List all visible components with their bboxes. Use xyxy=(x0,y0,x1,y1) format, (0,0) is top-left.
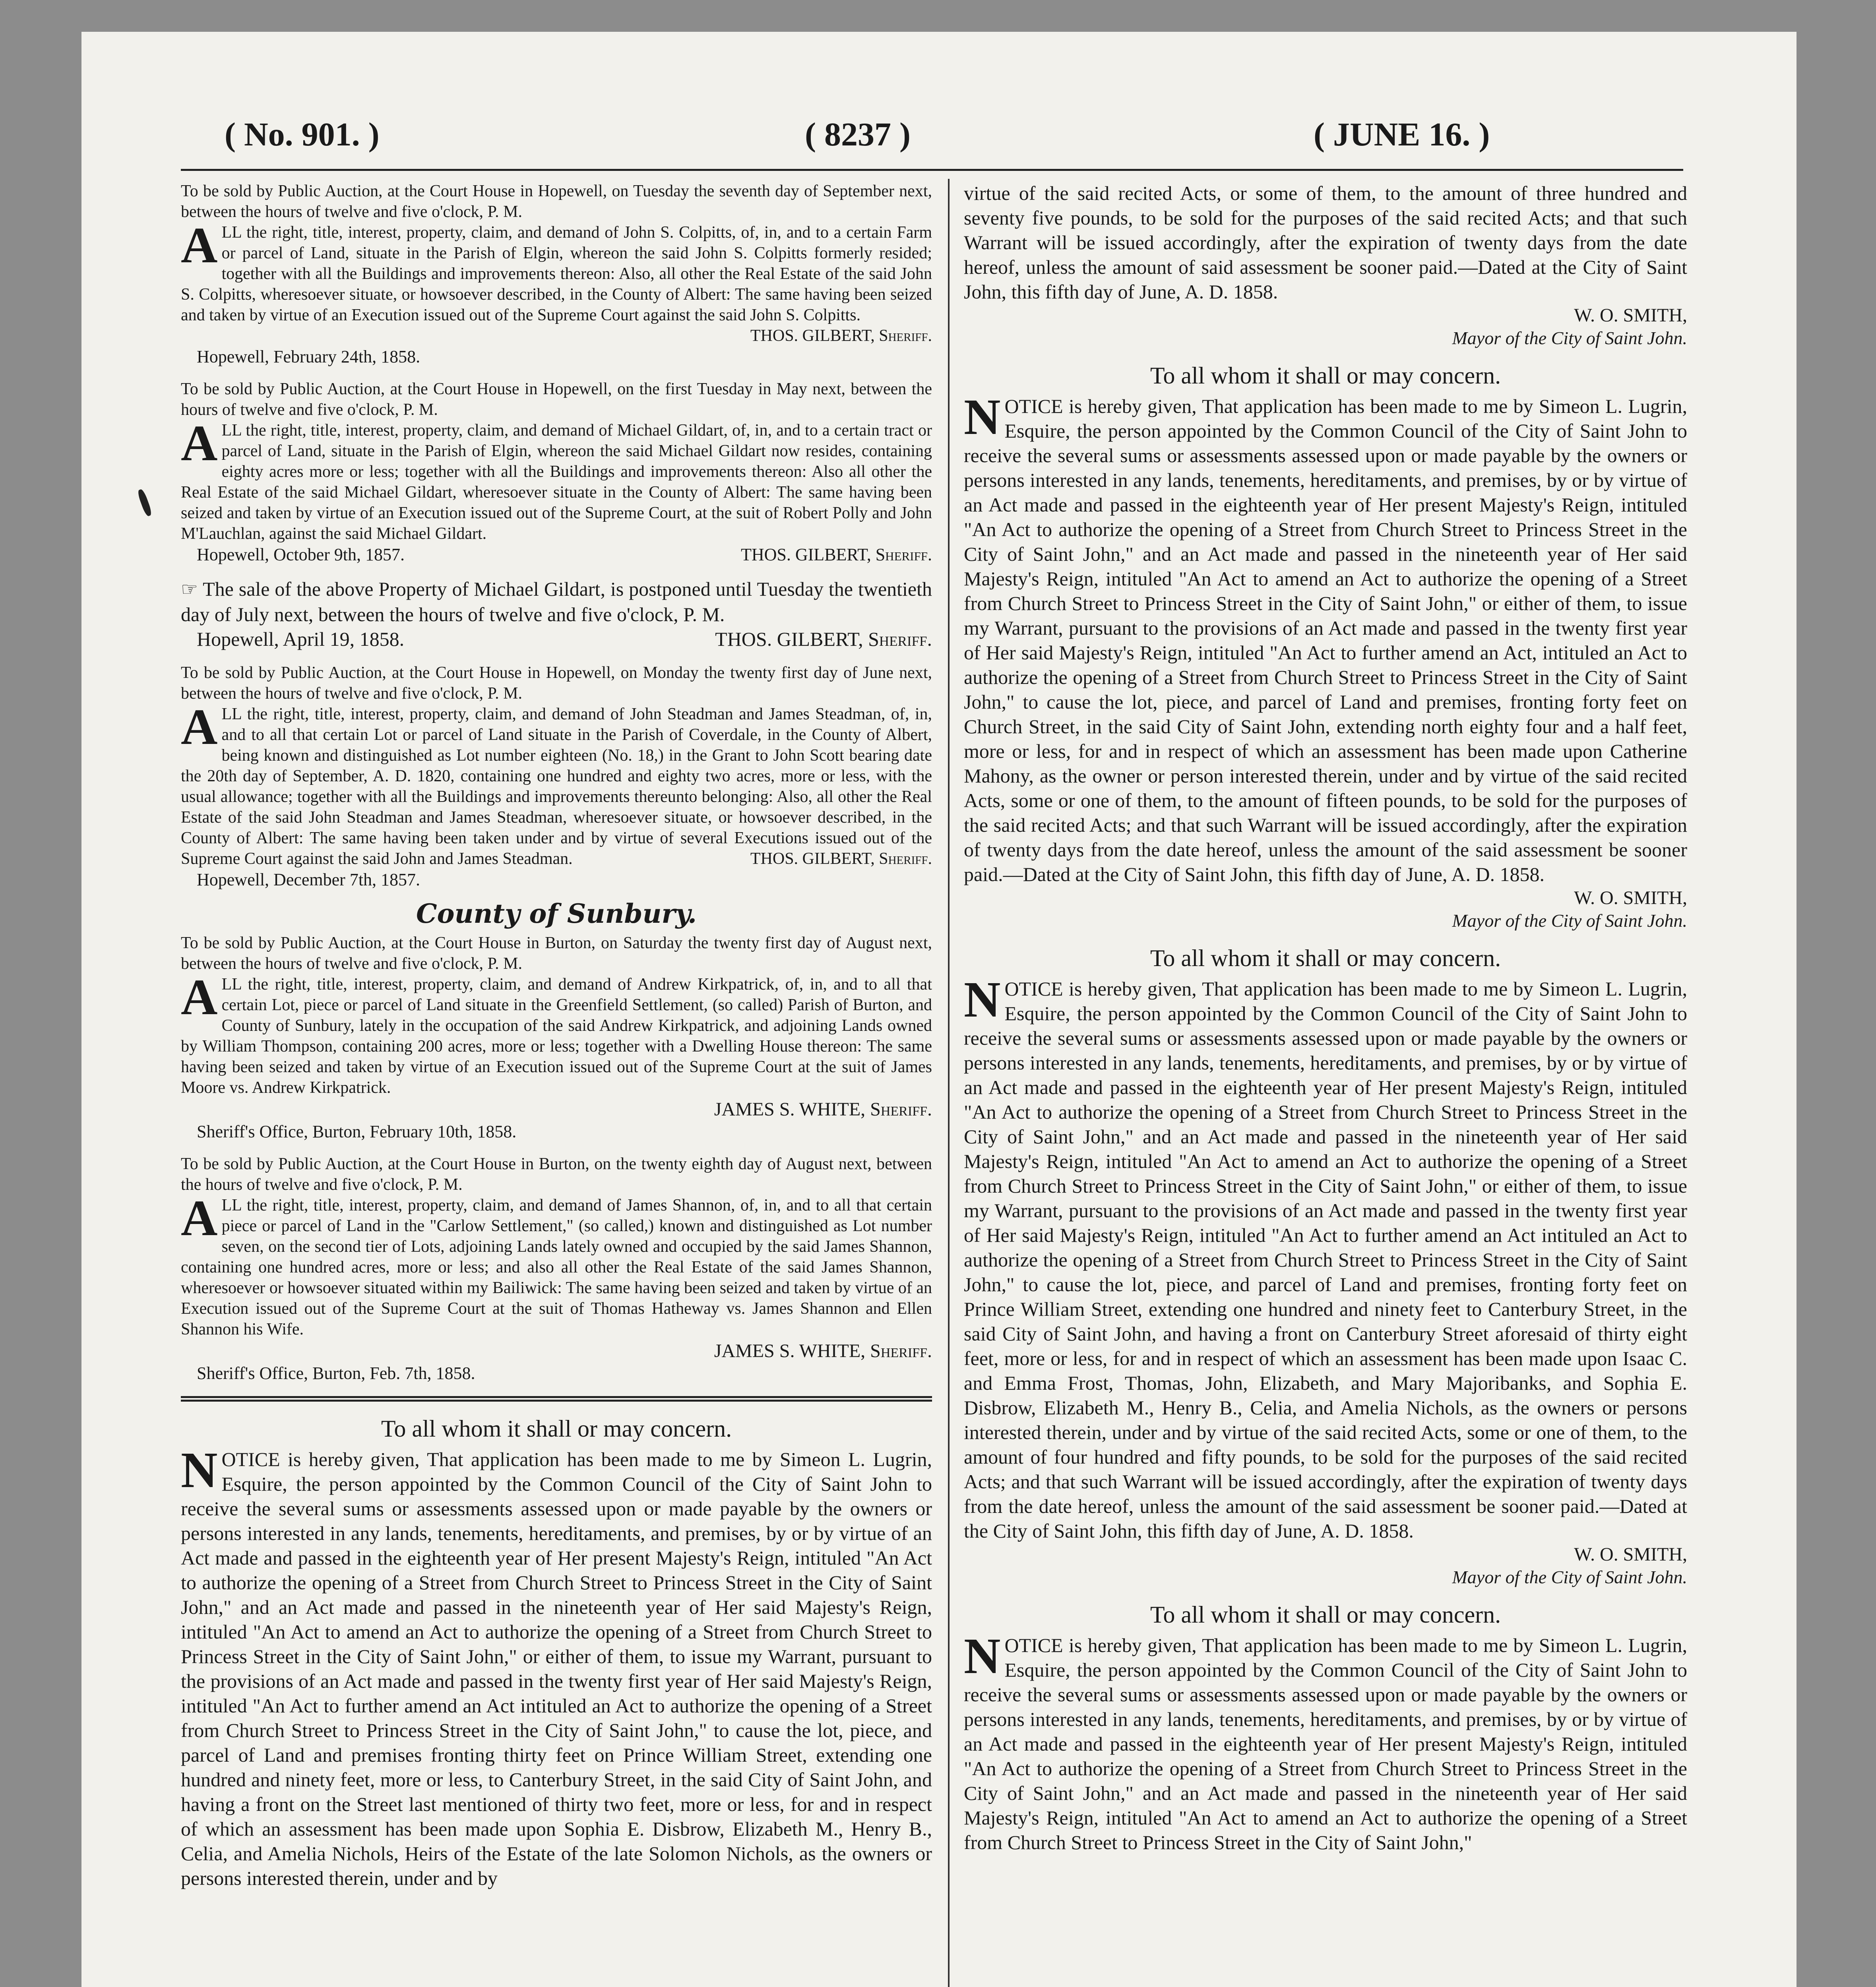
notice-date: Sheriff's Office, Burton, February 10th, 1858. xyxy=(197,1122,517,1141)
drop-cap: A xyxy=(181,969,218,1025)
notice-heading: To all whom it shall or may concern. xyxy=(1150,945,1501,971)
auction-notice-colpitts xyxy=(181,181,932,368)
notice-date: Hopewell, April 19, 1858. xyxy=(197,628,405,650)
notice-date: Hopewell, October 9th, 1857. xyxy=(197,545,405,564)
notice-signer: THOS. GILBERT, Sheriff. xyxy=(750,327,932,345)
notice-body: The sale of the above Property of Michael Gildart, is postponed until Tuesday the twentieth day of July next, between the hours of twelve and five o'clock, P. M. xyxy=(181,578,932,626)
notice-body: virtue of the said recited Acts, or some of them, to the amount of three hundred and seventy five pounds, to be sold for the purposes of the said recited Acts; and that such Warrant will be issued accordingly, after the expiration of twenty days from the date hereof, unless the amount of said assessment be sooner paid.—Dated at the City of Saint John, this fifth day of June, A. D. 1858. xyxy=(964,182,1687,303)
notice-heading: To all whom it shall or may concern. xyxy=(381,1416,732,1442)
notice-body: OTICE is hereby given, That application has been made to me by Simeon L. Lugrin, Esquire, the person appointed by the Common Council of the City of Saint John to receive the several sums or assessments assessed upon or made payable by the owners or persons interested in any lands, tenements, hereditaments, and premises, by or by virtue of an Act made and passed in the eighteenth year of Her present Majesty's Reign, intituled "An Act to authorize the opening of a Street from Church Street to Princess Street in the City of Saint John," and an Act made and passed in the nineteenth year of Her said Majesty's Reign, intituled "An Act to amend an Act to authorize the opening of a Street from Church Street to Princess Street in the City of Saint John," or either of them, to issue my Warrant, pursuant to the provisions of an Act made and passed in the twenty first year of Her said Majesty's Reign, intituled "An Act to further amend an Act intituled an Act to authorize the opening of a Street from Church Street to Princess Street in the City of Saint John," to cause the lot, piece, and parcel of Land and premises fronting thirty feet on Prince William Street, extending one hundred and ninety feet, more or less, to Canterbury Street, in the said City of Saint John, and having a front on the Street last mentioned of thirty two feet, more or less, for and in respect of which an assessment has been made upon Sophia E. Disbrow, Elizabeth M., Henry B., Celia, and Amelia Nichols, Heirs of the Estate of the late Solomon Nichols, as the owners or persons interested therein, under and by xyxy=(181,1448,932,1889)
section-rule xyxy=(181,1396,932,1402)
auction-notice-kirkpatrick xyxy=(181,933,932,1143)
drop-cap: A xyxy=(181,699,218,755)
masthead-rule xyxy=(181,169,1683,171)
notice-intro: To be sold by Public Auction, at the Court House in Hopewell, on Tuesday the seventh day of September next, between the hours of twelve and five o'clock, P. M. xyxy=(181,182,932,221)
notice-body: LL the right, title, interest, property, claim, and demand of John Steadman and James Steadman, of, in, and to all that certain Lot or parcel of Land situate in the Parish of Coverdale, in the County of Albert, being known and distinguished as Lot number eighteen (No. 18,) in the Grant to John Scott bearing date the 20th day of September, A. D. 1820, containing one hundred and eighty two acres, more or less, with the usual allowance; together with all the Buildings and improvements thereunto belonging: Also, all other the Real Estate of the said John Steadman and James Steadman, wheresoever situate, or howsoever described, in the County of Albert: The same having been taken under and by virtue of several Executions issued out of the Supreme Court against the said John and James Steadman. xyxy=(181,705,932,868)
assessment-notice-continued xyxy=(964,181,1687,349)
notice-body: LL the right, title, interest, property, claim, and demand of Andrew Kirkpatrick, of, in, and to all that certain Lot, piece or parcel of Land situate in the Greenfield Settlement, (so called) Parish of Burton, and County of Sunbury, lately in the occupation of the said Andrew Kirkpatrick, and adjoining Lands owned by William Thompson, containing 200 acres, more or less; together with a Dwelling House thereon: The same having been seized and taken by virtue of an Execution issued out of the Supreme Court at the suit of James Moore vs. Andrew Kirkpatrick. xyxy=(181,975,932,1097)
drop-cap: N xyxy=(964,389,1001,445)
assessment-notice-final xyxy=(964,1600,1687,1855)
notice-body: OTICE is hereby given, That application has been made to me by Simeon L. Lugrin, Esquire, the person appointed by the Common Council of the City of Saint John to receive the several sums or assessments assessed upon or made payable by the owners or persons interested in any lands, tenements, hereditaments, and premises, by or by virtue of an Act made and passed in the eighteenth year of Her present Majesty's Reign, intituled "An Act to authorize the opening of a Street from Church Street to Princess Street in the City of Saint John," and an Act made and passed in the nineteenth year of Her said Majesty's Reign, intituled "An Act to amend an Act to authorize the opening of a Street from Church Street to Princess Street in the City of Saint John," or either of them, to issue my Warrant, pursuant to the provisions of an Act made and passed in the twenty first year of Her said Majesty's Reign, intituled "An Act to further amend an Act, intituled an Act to authorize the opening of a Street from Church Street to Princess Street in the City of Saint John," to cause the lot, piece, and parcel of Land and premises, fronting forty feet on Church Street, in the said City of Saint John, extending north eighty four and a half feet, more or less, for and in respect of which an assessment has been made upon Catherine Mahony, as the owner or person interested therein, under and by virtue of the said recited Acts, some or one of them, to the amount of fifteen pounds, to be sold for the purposes of the said recited Acts; and that such Warrant will be issued accordingly, after the expiration of twenty days from the date hereof, unless the amount of the said assessment be sooner paid.—Dated at the City of Saint John, this fifth day of June, A. D. 1858. xyxy=(964,395,1687,885)
page-number: ( 8237 ) xyxy=(805,116,911,153)
notice-body: OTICE is hereby given, That application has been made to me by Simeon L. Lugrin, Esquire, the person appointed by the Common Council of the City of Saint John to receive the several sums or assessments assessed upon or made payable by the owners or persons interested in any lands, tenements, hereditaments, and premises, by or by virtue of an Act made and passed in the eighteenth year of Her present Majesty's Reign, intituled "An Act to authorize the opening of a Street from Church Street to Princess Street in the City of Saint John," and an Act made and passed in the nineteenth year of Her said Majesty's Reign, intituled "An Act to amend an Act to authorize the opening of a Street from Church Street to Princess Street in the City of Saint John," xyxy=(964,1634,1687,1853)
pointing-hand-icon: ☞ xyxy=(181,579,198,600)
notice-date: Hopewell, February 24th, 1858. xyxy=(197,347,421,366)
auction-notice-gildart xyxy=(181,379,932,566)
notice-intro: To be sold by Public Auction, at the Court House in Burton, on the twenty eighth day of August next, between the hours of twelve and five o'clock, P. M. xyxy=(181,1155,932,1194)
notice-body: LL the right, title, interest, property, claim, and demand of James Shannon, of, in, and to all that certain piece or parcel of Land in the "Carlow Settlement," (so called,) known and distinguished as Lot number seven, on the second tier of Lots, adjoining Lands lately owned and occupied by the said James Shannon, containing one hundred acres, more or less; and also all other the Real Estate of the said James Shannon, wheresoever or howsoever situated within my Bailiwick: The same having been seized and taken by virtue of an Execution issued out of the Supreme Court at the suit of Thomas Hatheway vs. James Shannon and Ellen Shannon his Wife. xyxy=(181,1196,932,1338)
assessment-notice-nichols xyxy=(181,1414,932,1890)
masthead xyxy=(81,115,1797,167)
notice-signer: THOS. GILBERT, Sheriff. xyxy=(750,850,932,868)
auction-notice-shannon xyxy=(181,1154,932,1384)
drop-cap: A xyxy=(181,1190,218,1246)
notice-date: Hopewell, December 7th, 1857. xyxy=(197,870,421,889)
issue-date: ( JUNE 16. ) xyxy=(1314,116,1490,153)
drop-cap: N xyxy=(964,1628,1001,1684)
signer-name: W. O. SMITH, xyxy=(1574,887,1687,908)
assessment-notice-frost xyxy=(964,943,1687,1588)
notice-signer: JAMES S. WHITE, Sheriff. xyxy=(714,1340,932,1361)
signer-title: Mayor of the City of Saint John. xyxy=(1452,328,1687,348)
ink-mark xyxy=(137,488,153,517)
left-column xyxy=(181,181,932,1902)
postponement-notice xyxy=(181,577,932,651)
drop-cap: A xyxy=(181,217,218,273)
auction-notice-steadman xyxy=(181,662,932,891)
notice-intro: To be sold by Public Auction, at the Court House in Burton, on Saturday the twenty first day of August next, between the hours of twelve and five o'clock, P. M. xyxy=(181,934,932,973)
notice-signer: JAMES S. WHITE, Sheriff. xyxy=(714,1099,932,1120)
notice-intro: To be sold by Public Auction, at the Court House in Hopewell, on the first Tuesday in May next, between the hours of twelve and five o'clock, P. M. xyxy=(181,380,932,419)
signer-name: W. O. SMITH, xyxy=(1574,1544,1687,1565)
notice-body: LL the right, title, interest, property, claim, and demand of Michael Gildart, of, in, and to a certain tract or parcel of Land, situate in the Parish of Elgin, whereon the said Michael Gildart now resides, containing eighty acres more or less; together with all the Buildings and improvements thereon: Also all other the Real Estate of the said Michael Gildart, wheresoever situate in the County of Albert: The same having been seized and taken by virtue of an Execution issued out of the Supreme Court, at the suit of Robert Polly and John M'Lauchlan, against the said Michael Gildart. xyxy=(181,421,932,543)
notice-intro: To be sold by Public Auction, at the Court House in Hopewell, on Monday the twenty first day of June next, between the hours of twelve and five o'clock, P. M. xyxy=(181,664,932,703)
signer-name: W. O. SMITH, xyxy=(1574,305,1687,326)
notice-heading: To all whom it shall or may concern. xyxy=(1150,362,1501,389)
assessment-notice-mahony xyxy=(964,360,1687,932)
newspaper-page xyxy=(81,32,1797,1987)
county-heading: County of Sunbury. xyxy=(416,898,697,929)
notice-signer: THOS. GILBERT, Sheriff. xyxy=(715,628,932,650)
signer-title: Mayor of the City of Saint John. xyxy=(1452,1567,1687,1587)
notice-body: OTICE is hereby given, That application has been made to me by Simeon L. Lugrin, Esquire, the person appointed by the Common Council of the City of Saint John to receive the several sums or assessments assessed upon or made payable by the owners or persons interested in any lands, tenements, hereditaments, and premises, by or by virtue of an Act made and passed in the eighteenth year of Her present Majesty's Reign, intituled "An Act to authorize the opening of a Street from Church Street to Princess Street in the City of Saint John," and an Act made and passed in the nineteenth year of Her said Majesty's Reign, intituled "An Act to amend an Act to authorize the opening of a Street from Church Street to Princess Street in the City of Saint John," or either of them, to issue my Warrant, pursuant to the provisions of an Act made and passed in the twenty first year of Her said Majesty's Reign, intituled "An Act to further amend an Act intituled an Act to authorize the opening of a Street from Church Street to Princess Street in the City of Saint John," to cause the lot, piece, and parcel of Land and premises, fronting forty feet on Prince William Street, extending one hundred and ninety feet to Canterbury Street, in the said City of Saint John, and having a front on Canterbury Street aforesaid of thirty eight feet, more or less, for and in respect of which an assessment has been made upon Isaac C. and Emma Frost, Thomas, John, Elizabeth, and Mary Majoribanks, and Sophia E. Disbrow, Elizabeth M., Henry B., Celia, and Amelia Nichols, as the owners or persons interested therein, under and by virtue of the said recited Acts, some or one of them, to the amount of four hundred and fifty pounds, to be sold for the purposes of the said recited Acts; and that such Warrant will be issued accordingly, after the expiration of twenty days from the date hereof, unless the amount of the said assessment be sooner paid.—Dated at the City of Saint John, this fifth day of June, A. D. 1858. xyxy=(964,978,1687,1542)
drop-cap: N xyxy=(964,971,1001,1028)
drop-cap: N xyxy=(181,1442,218,1498)
notice-heading: To all whom it shall or may concern. xyxy=(1150,1602,1501,1628)
drop-cap: A xyxy=(181,415,218,471)
column-divider xyxy=(948,179,950,1987)
notice-signer: THOS. GILBERT, Sheriff. xyxy=(740,545,932,564)
issue-number: ( No. 901. ) xyxy=(225,116,380,153)
right-column xyxy=(964,181,1687,1866)
notice-body: LL the right, title, interest, property, claim, and demand of John S. Colpitts, of, in, and to a certain Farm or parcel of Land, situate in the Parish of Elgin, whereon the said John S. Colpitts formerly resided; together with all the Buildings and improvements thereon: Also, all other the Real Estate of the said John S. Colpitts, wheresoever situate, or howsoever described, in the County of Albert: The same having been seized and taken by virtue of an Execution issued out of the Supreme Court against the said John S. Colpitts. xyxy=(181,223,932,324)
notice-date: Sheriff's Office, Burton, Feb. 7th, 1858. xyxy=(197,1363,475,1383)
signer-title: Mayor of the City of Saint John. xyxy=(1452,910,1687,931)
